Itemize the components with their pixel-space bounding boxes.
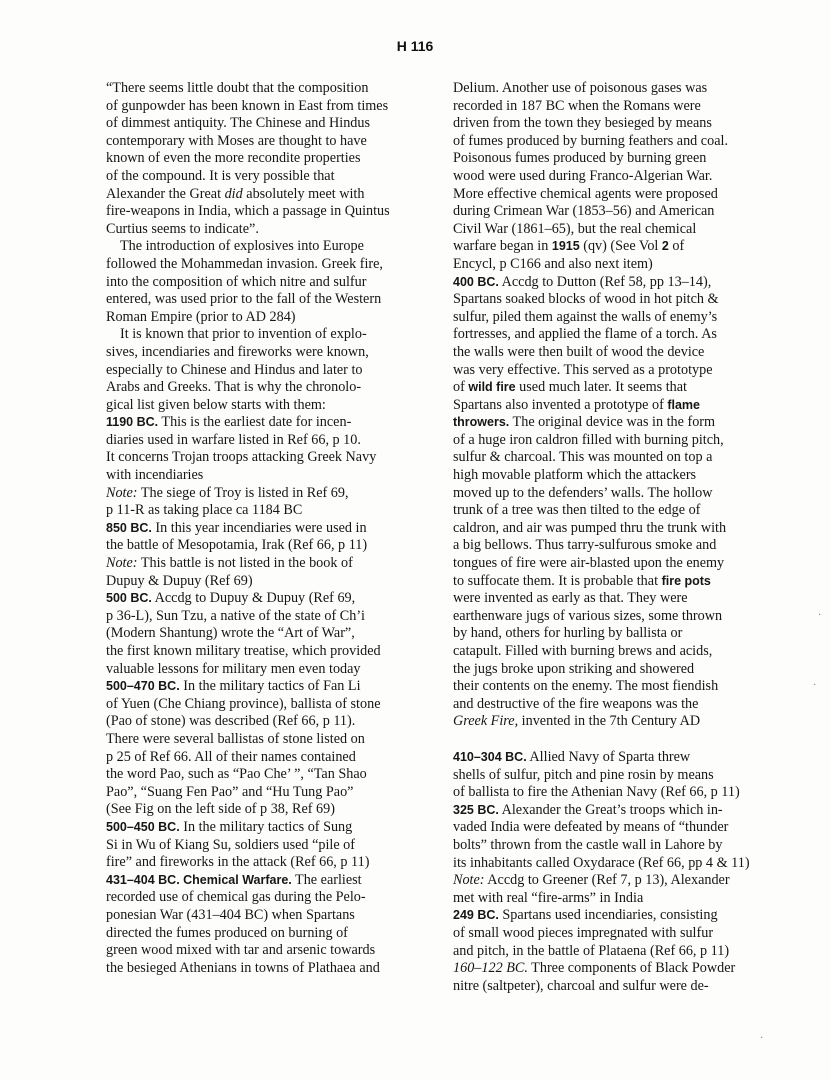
text-run: valuable lessons for military men even today — [106, 660, 361, 677]
text-line — [453, 502, 793, 520]
text-run: trunk of a tree was then tilted to the edge of — [453, 502, 701, 519]
text-line — [453, 238, 793, 256]
text-line — [106, 801, 428, 819]
text-run: the jugs broke upon striking and showered — [453, 660, 695, 677]
text-run: to suffocate them. It is probable that — [453, 572, 662, 589]
text-run: of the compound. It is very possible that — [106, 167, 335, 184]
text-run: Civil War (1861–65), but the real chemical — [453, 220, 697, 237]
text-run: into the composition of which nitre and sulfur — [106, 273, 367, 290]
italic-text: Note: — [106, 555, 138, 572]
text-run: This is the earliest date for incen- — [158, 414, 352, 431]
bold-text: 500 BC. — [106, 591, 152, 606]
text-run: driven from the town they besieged by means — [453, 115, 712, 132]
text-run: It is known that prior to invention of explo- — [120, 326, 367, 343]
text-line — [106, 696, 428, 714]
text-run: fortresses, and applied the flame of a torch. As — [453, 326, 717, 343]
text-run: Alexander the Great — [106, 185, 225, 202]
text-run: (See Fig on the left side of p 38, Ref 69) — [106, 801, 335, 818]
text-run: Accdg to Dutton (Ref 58, pp 13–14), — [498, 273, 712, 290]
text-line — [453, 150, 793, 168]
text-run: fire” and fireworks in the attack (Ref 66, p 11) — [106, 854, 370, 871]
bold-text: 1915 — [551, 239, 580, 254]
text-run: Roman Empire (prior to AD 284) — [106, 308, 296, 325]
text-run: especially to Chinese and Hindus and later to — [106, 361, 363, 378]
text-run: caldron, and air was pumped thru the trunk with — [453, 519, 727, 536]
text-run: absolutely meet with — [242, 185, 365, 202]
text-run: This battle is not listed in the book of — [137, 555, 353, 572]
text-run: ponesian War (431–404 BC) when Spartans — [106, 906, 355, 923]
text-run: used much later. It seems that — [515, 379, 687, 396]
text-run: recorded use of chemical gas during the Pelo- — [106, 889, 366, 906]
text-line — [453, 784, 793, 802]
text-run: In this year incendiaries were used in — [151, 519, 367, 536]
text-run: of — [453, 379, 469, 396]
text-run: The original device was in the form — [509, 414, 716, 431]
text-run: a big bellows. Thus tarry-sulfurous smoke and — [453, 537, 717, 554]
text-line — [453, 837, 793, 855]
text-line — [453, 819, 793, 837]
text-line — [453, 379, 793, 397]
text-line — [106, 168, 428, 186]
bold-text: 410–304 BC. — [453, 749, 527, 764]
text-run: were invented as early as that. They were — [453, 590, 688, 607]
text-line — [106, 432, 428, 450]
text-line — [453, 625, 793, 643]
text-run: Spartans used incendiaries, consisting — [498, 907, 718, 924]
text-line — [106, 854, 428, 872]
bold-text: flame — [667, 397, 700, 412]
text-run: Si in Wu of Kiang Su, soldiers used “pile of — [106, 836, 356, 853]
text-run: fire-weapons in India, which a passage in Quintus — [106, 203, 390, 220]
bold-text: 500–450 BC. — [106, 819, 180, 834]
text-run: tongues of fire were air-blasted upon the enemy — [453, 555, 725, 572]
text-run: (qv) (See Vol — [579, 238, 662, 255]
text-line — [453, 326, 793, 344]
text-run: vaded India were defeated by means of “thunder — [453, 819, 729, 836]
text-line — [106, 590, 428, 608]
bold-text: 431–404 BC. Chemical Warfare. — [106, 872, 292, 887]
text-line — [106, 731, 428, 749]
text-run: high movable platform which the attackers — [453, 467, 697, 484]
text-line — [106, 942, 428, 960]
text-line — [106, 274, 428, 292]
text-line — [106, 555, 428, 573]
text-line — [106, 326, 428, 344]
text-line — [106, 960, 428, 978]
scan-speck: · — [813, 680, 817, 691]
text-run: There were several ballistas of stone listed on — [106, 730, 365, 747]
text-line — [106, 537, 428, 555]
text-line — [453, 115, 793, 133]
text-run: The introduction of explosives into Europe — [120, 238, 364, 255]
text-line — [453, 309, 793, 327]
text-line — [453, 80, 793, 98]
text-line — [453, 872, 793, 890]
text-line — [453, 890, 793, 908]
text-line — [106, 467, 428, 485]
text-run: catapult. Filled with burning brews and acids, — [453, 643, 713, 659]
text-run: of small wood pieces impregnated with sulfur — [453, 924, 714, 941]
text-line — [453, 925, 793, 943]
text-run: gical list given below starts with them: — [106, 396, 326, 413]
text-line — [453, 643, 793, 661]
text-line — [453, 168, 793, 186]
text-line — [453, 274, 793, 292]
text-run: nitre (saltpeter), charcoal and sulfur were de- — [453, 977, 709, 994]
text-line — [453, 678, 793, 696]
text-run: Arabs and Greeks. That is why the chronolo- — [106, 379, 362, 396]
text-run: diaries used in warfare listed in Ref 66, p 10. — [106, 431, 361, 448]
text-run: followed the Mohammedan invasion. Greek fire, — [106, 255, 383, 272]
bold-text: wild fire — [468, 380, 516, 395]
text-line — [453, 907, 793, 925]
text-run: p 11-R as taking place ca 1184 BC — [106, 502, 303, 519]
text-run: Spartans also invented a prototype of — [453, 396, 668, 413]
text-run: green wood mixed with tar and arsenic towards — [106, 942, 376, 959]
text-run: the battle of Mesopotamia, Irak (Ref 66, p 11) — [106, 537, 368, 554]
text-line — [106, 291, 428, 309]
text-line — [453, 943, 793, 961]
bold-text: fire pots — [661, 573, 711, 588]
italic-text: Greek Fire, — [453, 713, 519, 730]
bold-text: 850 BC. — [106, 520, 152, 535]
scan-speck: · — [818, 610, 822, 621]
text-line — [106, 907, 428, 925]
text-line — [106, 925, 428, 943]
page-number: H 116 — [396, 38, 434, 54]
text-run: contemporary with Moses are thought to have — [106, 132, 367, 149]
text-run: the besieged Athenians in towns of Plathaea and — [106, 959, 380, 976]
text-run: of — [668, 238, 685, 255]
text-run: and destructive of the fire weapons was the — [453, 695, 699, 712]
text-line — [453, 449, 793, 467]
text-run: Spartans soaked blocks of wood in hot pitch & — [453, 291, 719, 308]
text-run: by hand, others for hurling by ballista or — [453, 625, 683, 642]
text-run: their contents on the enemy. The most fiendish — [453, 678, 719, 695]
text-run: earthenware jugs of various sizes, some thrown — [453, 607, 723, 624]
text-run: of a huge iron caldron filled with burning pitch, — [453, 431, 724, 448]
text-run: Poisonous fumes produced by burning green — [453, 150, 707, 167]
text-run: wood were used during Franco-Algerian War. — [453, 167, 713, 184]
text-line — [453, 978, 793, 996]
text-run: sives, incendiaries and fireworks were known, — [106, 343, 369, 360]
text-line — [106, 749, 428, 767]
text-line — [106, 837, 428, 855]
text-run: shells of sulfur, pitch and pine rosin by means — [453, 766, 714, 783]
text-line — [106, 186, 428, 204]
text-run: invented in the 7th Century AD — [518, 713, 701, 730]
text-run: known of even the more recondite properties — [106, 150, 361, 167]
text-line — [453, 203, 793, 221]
text-run: The siege of Troy is listed in Ref 69, — [137, 484, 349, 501]
text-line — [453, 98, 793, 116]
text-line — [106, 678, 428, 696]
text-run: (Modern Shantung) wrote the “Art of War”, — [106, 625, 355, 642]
text-line — [453, 767, 793, 785]
text-run: Pao”, “Suang Fen Pao” and “Hu Tung Pao” — [106, 783, 354, 800]
text-line — [453, 555, 793, 573]
text-run: its inhabitants called Oxydarace (Ref 66, pp 4 & 11) — [453, 854, 750, 871]
text-line — [453, 221, 793, 239]
text-line — [453, 256, 793, 274]
text-line — [106, 608, 428, 626]
text-line — [453, 291, 793, 309]
text-line — [453, 397, 793, 415]
text-run: p 36-L), Sun Tzu, a native of the state of Ch’i — [106, 607, 365, 624]
text-line — [453, 590, 793, 608]
text-run: of gunpowder has been known in East from times — [106, 97, 389, 114]
text-line — [453, 537, 793, 555]
left-column — [106, 80, 428, 977]
text-run: of fumes produced by burning feathers and coal. — [453, 132, 728, 149]
text-line — [106, 625, 428, 643]
text-line — [453, 432, 793, 450]
text-line — [453, 661, 793, 679]
text-line — [453, 520, 793, 538]
text-run: directed the fumes produced on burning of — [106, 924, 348, 941]
text-line — [453, 133, 793, 151]
text-line — [106, 502, 428, 520]
text-line — [106, 819, 428, 837]
text-run: during Crimean War (1853–56) and American — [453, 203, 715, 220]
text-run: entered, was used prior to the fall of the Western — [106, 291, 382, 308]
text-run: p 25 of Ref 66. All of their names contained — [106, 748, 356, 765]
text-run: sulfur & charcoal. This was mounted on top a — [453, 449, 713, 466]
italic-text: Note: — [106, 484, 138, 501]
text-line — [106, 449, 428, 467]
text-run: of dimmest antiquity. The Chinese and Hindus — [106, 115, 371, 132]
text-run: Accdg to Dupuy & Dupuy (Ref 69, — [151, 590, 356, 607]
bold-text: 249 BC. — [453, 908, 499, 923]
text-run: was very effective. This served as a prototype — [453, 361, 713, 378]
text-run: It concerns Trojan troops attacking Greek Navy — [106, 449, 377, 466]
text-line — [106, 872, 428, 890]
text-line — [106, 115, 428, 133]
bold-text: 400 BC. — [453, 274, 499, 289]
italic-text: Note: — [453, 872, 485, 889]
text-run: the first known military treatise, which provided — [106, 643, 381, 659]
text-run: Delium. Another use of poisonous gases was — [453, 80, 708, 96]
text-line — [453, 855, 793, 873]
text-line — [106, 80, 428, 98]
scan-speck: · — [760, 1033, 764, 1044]
text-line — [453, 362, 793, 380]
text-line — [453, 485, 793, 503]
bold-text: 500–470 BC. — [106, 679, 180, 694]
text-run: Alexander the Great’s troops which in- — [498, 801, 723, 818]
text-run: sulfur, piled them against the walls of enemy’s — [453, 308, 718, 325]
text-line — [106, 573, 428, 591]
italic-text: 160–122 BC. — [453, 960, 528, 977]
text-line — [106, 520, 428, 538]
text-run: met with real “fire-arms” in India — [453, 889, 644, 906]
text-run: Accdg to Greener (Ref 7, p 13), Alexander — [484, 872, 730, 889]
bold-text: throwers. — [453, 415, 510, 430]
text-line — [106, 344, 428, 362]
text-line — [453, 608, 793, 626]
text-line — [106, 414, 428, 432]
text-line — [453, 802, 793, 820]
text-run: bolts” thrown from the castle wall in Lahore by — [453, 836, 723, 853]
text-line — [106, 133, 428, 151]
text-run: Curtius seems to indicate”. — [106, 220, 259, 237]
text-line — [106, 643, 428, 661]
text-line — [106, 362, 428, 380]
text-run: (Pao of stone) was described (Ref 66, p 11). — [106, 713, 356, 730]
text-line — [453, 573, 793, 591]
text-run: the word Pao, such as “Pao Che’ ”, “Tan Shao — [106, 766, 367, 783]
text-run: recorded in 187 BC when the Romans were — [453, 97, 701, 114]
text-run: of ballista to fire the Athenian Navy (Ref 66, p 11) — [453, 784, 740, 801]
text-run: moved up to the defenders’ walls. The hollow — [453, 484, 713, 501]
text-run: “There seems little doubt that the composition — [106, 80, 369, 96]
text-run: In the military tactics of Fan Li — [179, 678, 361, 695]
text-line — [106, 150, 428, 168]
text-line — [106, 309, 428, 327]
bold-text: 325 BC. — [453, 802, 499, 817]
text-line — [106, 766, 428, 784]
text-run: the walls were then built of wood the device — [453, 343, 705, 360]
text-line — [106, 256, 428, 274]
text-line — [453, 960, 793, 978]
text-line — [106, 203, 428, 221]
text-line — [106, 485, 428, 503]
bold-text: 2 — [661, 239, 669, 254]
text-run: and pitch, in the battle of Plataena (Ref 66, p 11) — [453, 942, 730, 959]
text-run: warfare began in — [453, 238, 552, 255]
text-run: Dupuy & Dupuy (Ref 69) — [106, 572, 253, 589]
text-line — [453, 414, 793, 432]
text-line — [453, 749, 793, 767]
text-run: Three components of Black Powder — [527, 960, 736, 977]
text-line — [453, 713, 793, 731]
text-line — [453, 696, 793, 714]
text-line — [106, 238, 428, 256]
text-line — [106, 379, 428, 397]
text-line — [453, 344, 793, 362]
text-line — [106, 713, 428, 731]
text-run: In the military tactics of Sung — [179, 818, 353, 835]
text-line — [453, 467, 793, 485]
text-run: of Yuen (Che Chiang province), ballista of stone — [106, 695, 381, 712]
text-run: Allied Navy of Sparta threw — [526, 748, 691, 765]
text-run: Encycl, p C166 and also next item) — [453, 255, 653, 272]
text-line — [106, 397, 428, 415]
bold-text: 1190 BC. — [106, 415, 159, 430]
italic-text: did — [224, 185, 243, 202]
text-line — [106, 889, 428, 907]
text-line — [106, 784, 428, 802]
text-run: The earliest — [291, 871, 362, 888]
text-line — [453, 186, 793, 204]
text-line — [106, 98, 428, 116]
text-line — [106, 661, 428, 679]
text-run: with incendiaries — [106, 467, 204, 484]
text-run: More effective chemical agents were proposed — [453, 185, 718, 202]
paragraph-gap — [453, 731, 793, 749]
text-line — [106, 221, 428, 239]
right-column — [453, 80, 793, 995]
